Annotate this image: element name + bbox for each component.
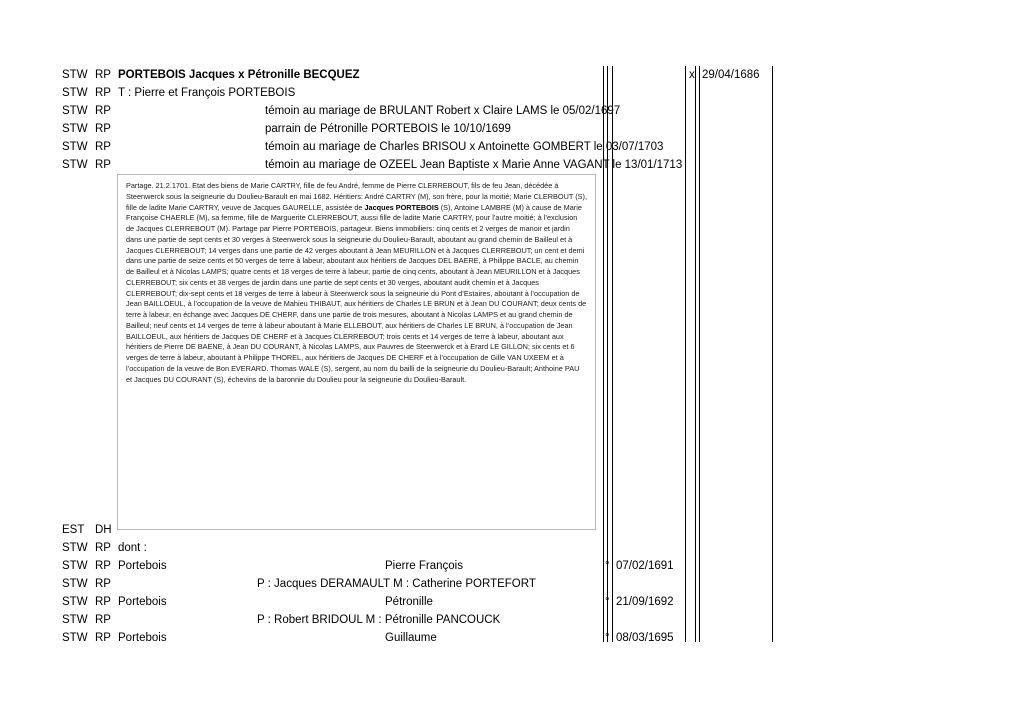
deed-note-highlight: Jacques PORTEBOIS [364, 202, 439, 212]
event-date: 29/04/1686 [702, 69, 760, 81]
place-code: STW [62, 578, 88, 590]
source-code: RP [95, 632, 111, 644]
deed-note-box [117, 174, 596, 530]
child-surname: Portebois [118, 596, 167, 608]
child-given-name: Guillaume [385, 632, 437, 644]
godparents-row [0, 611, 1024, 629]
deed-note-text [126, 181, 587, 385]
source-code: RP [95, 596, 111, 608]
source-code: RP [95, 614, 111, 626]
source-code: RP [95, 87, 111, 99]
place-code: STW [62, 632, 88, 644]
place-code: STW [62, 614, 88, 626]
record-row [0, 120, 1024, 138]
source-code: RP [95, 105, 111, 117]
deed-note-part2: (S), Antoine LAMBRE (M) à cause de Marie Françoise CHAERLE (M), sa femme, fille de Marguerite CLERREBOUT, aussi fille de ladite Marie CARTRY, pour l’autre moitié; à l’exclusion de Jacques CLERREBOUT (M). Partage par Pierre PORTEBOIS, partageur. Biens immobiliers: cinq cents et 2 verges de manoir et jardin dans une partie de sept cents et 30 verges à Steenwerck sous la seigneurie du Doulieu-Barault, aboutant au grand chemin de Bailleul et à Jacques CLERREBOUT; 14 verges dans une partie de 42 verges aboutant à Jean MEURILLON et à Jacques CLERREBOUT; un cent et demi dans une partie de seize cents et 50 verges de terre à labeur, aboutant aux héritiers de Jacques DEL BAERE, à Philippe BACLE, au chemin de Bailleul et à Nicolas LAMPS; quatre cents et 18 verges de terre à labeur, partie de cinq cents, aboutant à Jean MEURILLON et à Jacques CLERREBOUT; six cents et 38 verges de jardin dans une partie de sept cents et 30 verges, aboutant audit chemin et à Jacques CLERREBOUT; dix-sept cents et 18 verges de terre à labeur à Steenwerck sous la seigneurie du Pont d’Estaires, aboutant à l’occupation de Jean BAILLOEUL, à l’occupation de la veuve de Mahieu THIBAUT, aux héritiers de Charles LE BRUN et à Jean DU COURANT; deux cents de terre à labeur, en échange avec Jacques DE CHERF, dans une partie de trois mesures, aboutant à Nicolas LAMPS et au grand chemin de Bailleul; neuf cents et 14 verges de terre à labeur aboutant à Marie ELLEBOUT, aux héritiers de Charles LE BRUN, à l’occupation de Jean BAILLOEUL, aux héritiers de Jacques DE CHERF et à Jacques CLERREBOUT; trois cents et 14 verges de terre à labeur, aboutant aux héritiers de Pierre DE BAENE, à Jean DU COURANT, à Nicolas LAMPS, aux Pauvres de Steenwerck et à Erard LE GILLON; six cents et 6 verges de terre à labeur, aboutant à Philippe THOREL, aux héritiers de Jacques DE CHERF et à l’occupation de Gille VAN UXEEM et à l’occupation de la veuve de Bon EVERARD. Thomas WALE (S), sergent, au nom du bailli de la seigneurie du Doulieu-Barault; Anthoine PAU et Jacques DU COURANT (S), échevins de la baronnie du Doulieu pour la seigneurie du Doulieu-Barault. [126, 202, 587, 384]
marriage-title: PORTEBOIS Jacques x Pétronille BECQUEZ [118, 69, 360, 81]
child-given-name: Pétronille [385, 596, 433, 608]
record-row [0, 102, 1024, 120]
source-code: RP [95, 542, 111, 554]
place-code: STW [62, 69, 88, 81]
place-code: STW [62, 560, 88, 572]
source-code: RP [95, 578, 111, 590]
birth-date: 21/09/1692 [616, 596, 674, 608]
record-text: témoin au mariage de OZEEL Jean Baptiste x Marie Anne VAGANT le 13/01/1713 [265, 159, 683, 171]
godparents-text: P : Jacques DERAMAULT M : Catherine PORTEFORT [257, 578, 536, 590]
source-code: RP [95, 159, 111, 171]
place-code: STW [62, 159, 88, 171]
child-surname: Portebois [118, 560, 167, 572]
birth-date: 08/03/1695 [616, 632, 674, 644]
child-row [0, 557, 1024, 575]
children-label: dont : [118, 542, 147, 554]
birth-marker: ° [605, 596, 610, 608]
birth-marker: ° [605, 560, 610, 572]
record-text: témoin au mariage de Charles BRISOU x Antoinette GOMBERT le 03/07/1703 [265, 141, 664, 153]
birth-marker: ° [605, 632, 610, 644]
witnesses-line: T : Pierre et François PORTEBOIS [118, 87, 296, 99]
place-code: STW [62, 105, 88, 117]
birth-date: 07/02/1691 [616, 560, 674, 572]
place-code: STW [62, 123, 88, 135]
place-code: STW [62, 141, 88, 153]
source-code: RP [95, 141, 111, 153]
record-row [0, 539, 1024, 557]
source-code: DH [95, 524, 112, 536]
record-row [0, 84, 1024, 102]
record-row [0, 66, 1024, 84]
godparents-row [0, 575, 1024, 593]
deed-note-part1: Partage. 21.2.1701. Etat des biens de Marie CARTRY, fille de feu André, femme de Pierre CLERREBOUT, fils de feu Jean, décédée à Steenwerck sous la seigneurie du Doulieu-Barault en mai 1682. Héritiers: André CARTRY (M), son frère, pour la moitié; Marie CLERBOUT (S), fille de ladite Marie CARTRY, veuve de Jacques GAURELLE, assistée de [126, 181, 587, 212]
event-marker: x [689, 69, 695, 81]
record-row [0, 156, 1024, 174]
child-row [0, 593, 1024, 611]
place-code: EST [62, 524, 85, 536]
child-surname: Portebois [118, 632, 167, 644]
source-code: RP [95, 123, 111, 135]
source-code: RP [95, 69, 111, 81]
place-code: STW [62, 542, 88, 554]
godparents-text: P : Robert BRIDOUL M : Pétronille PANCOUCK [257, 614, 501, 626]
place-code: STW [62, 87, 88, 99]
record-row [0, 521, 1024, 539]
record-text: parrain de Pétronille PORTEBOIS le 10/10/1699 [265, 123, 511, 135]
record-text: témoin au mariage de BRULANT Robert x Claire LAMS le 05/02/1697 [265, 105, 621, 117]
source-code: RP [95, 560, 111, 572]
place-code: STW [62, 596, 88, 608]
child-given-name: Pierre François [385, 560, 463, 572]
child-row [0, 629, 1024, 647]
record-row [0, 138, 1024, 156]
